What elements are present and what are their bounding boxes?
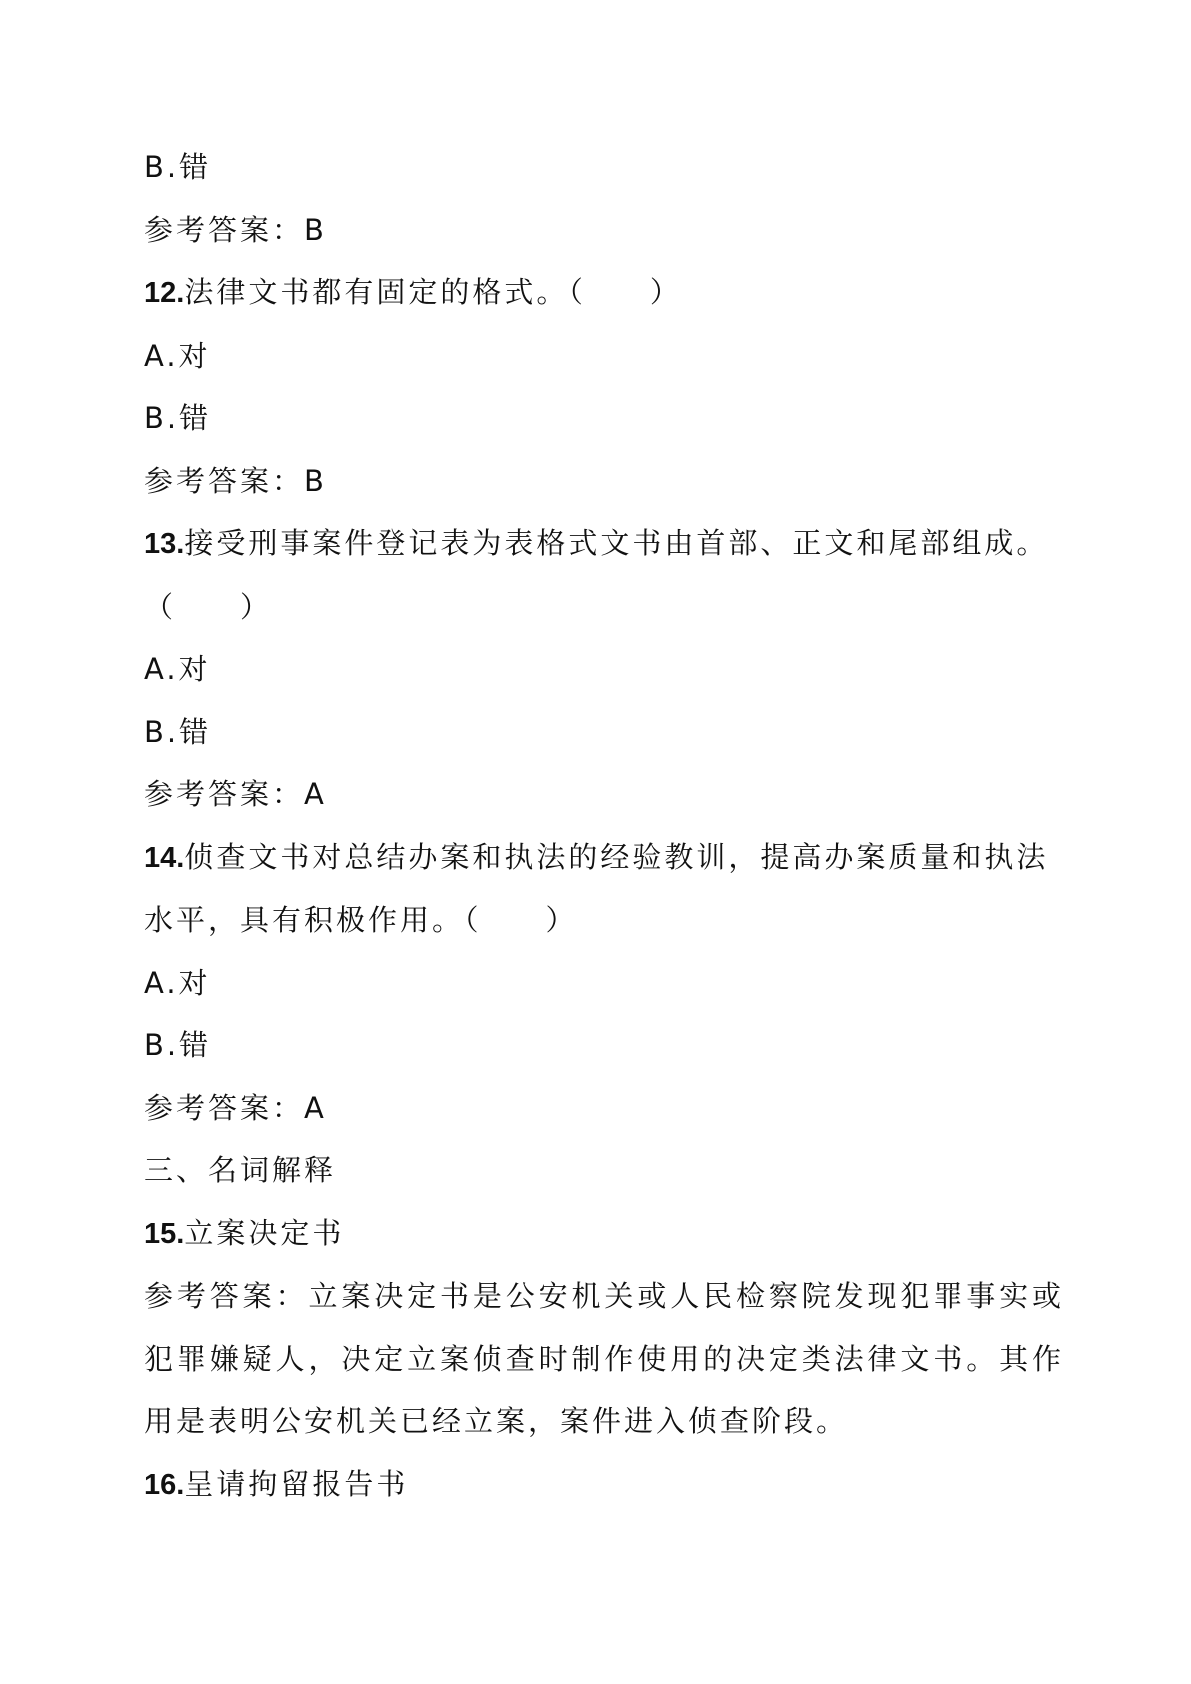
q14-text: 侦查文书对总结办案和执法的经验教训，提高办案质量和执法 (184, 839, 1049, 874)
q12-number: 12. (144, 277, 185, 309)
q11-answer: 参考答案：B (144, 212, 327, 247)
q14-option-a: A.对 (144, 965, 211, 1000)
section-3-heading: 三、名词解释 (144, 1153, 337, 1187)
q13-question-cont: （ ） (144, 589, 273, 624)
q12-question (144, 261, 1064, 325)
q14-question-cont: 水平，具有积极作用。（ ） (144, 903, 578, 937)
q13-answer: 参考答案：A (144, 777, 327, 811)
q16-term (144, 1453, 1064, 1517)
q12-answer: 参考答案：B (144, 463, 327, 498)
q13-question (144, 512, 1064, 576)
q13-option-b: B.错 (144, 714, 212, 749)
q12-option-a: A.对 (144, 338, 211, 373)
q13-number: 13. (144, 528, 185, 560)
q15-answer: 参考答案：立案决定书是公安机关或人民检察院发现犯罪事实或犯罪嫌疑人，决定立案侦查时制作使用的决定类法律文书。其作用是表明公安机关已经立案，案件进入侦查阶段。 (144, 1279, 1064, 1438)
q13-option-a: A.对 (144, 652, 211, 686)
page-content (144, 136, 1064, 1516)
q16-number: 16. (144, 1468, 185, 1501)
q11-option-b: B.错 (144, 150, 212, 184)
q14-option-b: B.错 (144, 1028, 212, 1062)
q13-text: 接受刑事案件登记表为表格式文书由首部、正文和尾部组成。 (184, 526, 1049, 560)
q14-answer: 参考答案：A (144, 1090, 327, 1125)
q12-option-b: B.错 (144, 401, 212, 435)
q14-question (144, 826, 1064, 890)
q14-number: 14. (144, 841, 185, 874)
q16-term-text: 呈请拘留报告书 (184, 1466, 409, 1501)
q12-text: 法律文书都有固定的格式。（ ） (184, 275, 682, 309)
q15-number: 15. (144, 1217, 185, 1250)
q15-term-text: 立案决定书 (184, 1215, 345, 1250)
q15-term (144, 1202, 1064, 1266)
